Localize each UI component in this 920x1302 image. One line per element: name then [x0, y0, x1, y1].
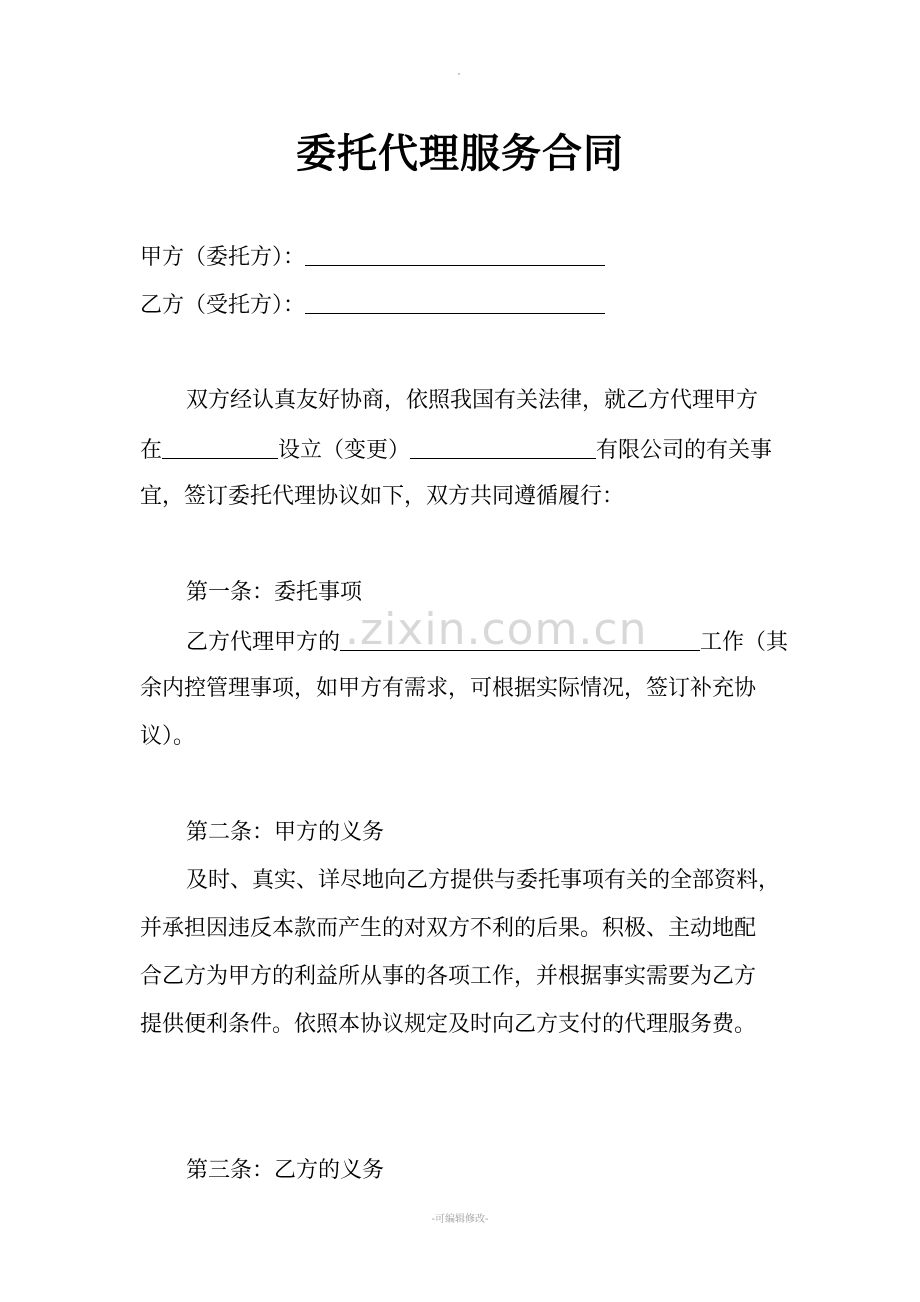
article1-line-3: 议）。	[140, 724, 196, 749]
article2-line-1: 及时、真实、详尽地向乙方提供与委托事项有关的全部资料，	[186, 868, 781, 893]
party-a-row	[140, 241, 605, 273]
page-footer: -可编辑修改-	[431, 1214, 489, 1225]
intro-text-a: 在	[140, 438, 163, 463]
company-name-blank	[410, 434, 596, 459]
party-b-blank	[305, 289, 605, 314]
document-title: 委托代理服务合同	[296, 130, 624, 177]
article2-heading: 第二条：甲方的义务	[186, 820, 385, 845]
intro-line-1: 双方经认真友好协商，依照我国有关法律，就乙方代理甲方	[186, 388, 759, 413]
party-a-blank	[305, 241, 605, 266]
article3-heading: 第三条：乙方的义务	[186, 1158, 385, 1183]
article2-line-3: 合乙方为甲方的利益所从事的各项工作，并根据事实需要为乙方	[140, 964, 757, 989]
watermark: .zixin.com.cn	[345, 604, 648, 655]
party-b-label: 乙方（受托方）：	[140, 293, 306, 318]
article2-line-2: 并承担因违反本款而产生的对双方不利的后果。积极、主动地配	[140, 916, 757, 941]
work-blank	[340, 626, 700, 651]
article2-line-4: 提供便利条件。依照本协议规定及时向乙方支付的代理服务费。	[140, 1012, 757, 1037]
intro-text-c: 有限公司的有关事	[596, 438, 773, 463]
page-dot	[458, 73, 460, 75]
party-b-row	[140, 289, 605, 321]
intro-text-b: 设立（变更）	[278, 438, 411, 463]
intro-line-2	[140, 434, 772, 466]
intro-line-3: 宜，签订委托代理协议如下，双方共同遵循履行：	[140, 484, 625, 509]
party-a-label: 甲方（委托方）：	[140, 245, 306, 270]
article1-text-a: 乙方代理甲方的	[186, 630, 341, 655]
article1-line-2: 余内控管理事项，如甲方有需求，可根据实际情况，签订补充协	[140, 676, 757, 701]
article1-heading: 第一条：委托事项	[186, 580, 363, 605]
article1-text-b: 工作（其	[700, 630, 789, 655]
article1-line-1	[186, 626, 788, 658]
location-blank	[162, 434, 278, 459]
